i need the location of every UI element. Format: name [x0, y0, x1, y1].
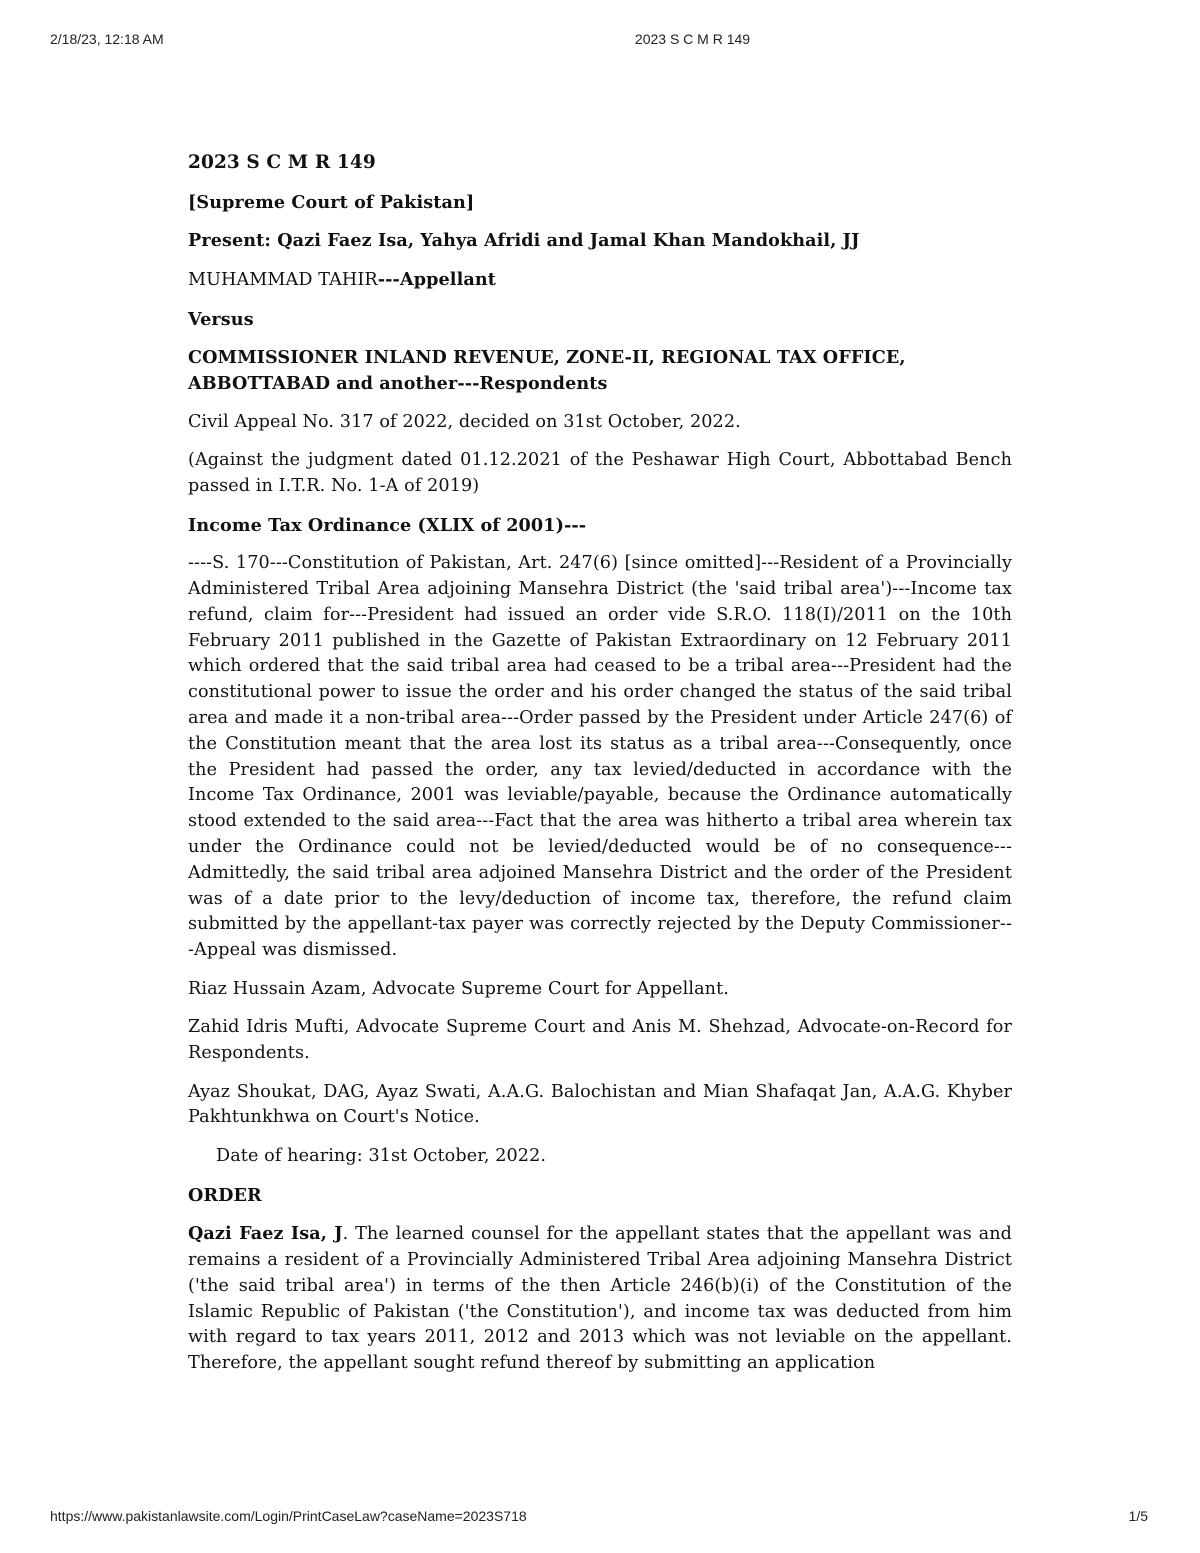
- page-number: 1/5: [1128, 1508, 1148, 1524]
- counsel-state: Ayaz Shoukat, DAG, Ayaz Swati, A.A.G. Balochistan and Mian Shafaqat Jan, A.A.G. Khyber Pakhtunkhwa on Court's Notice.: [188, 1081, 1012, 1128]
- order-heading: ORDER: [188, 1184, 262, 1206]
- print-footer: [0, 1508, 1200, 1528]
- counsel-appellant: Riaz Hussain Azam, Advocate Supreme Court for Appellant.: [188, 978, 729, 999]
- counsel-respondents: Zahid Idris Mufti, Advocate Supreme Court and Anis M. Shehzad, Advocate-on-Record for Respondents.: [188, 1017, 1012, 1064]
- print-datetime: 2/18/23, 12:18 AM: [50, 31, 164, 47]
- court-name: [Supreme Court of Pakistan]: [188, 191, 475, 213]
- statute-heading: Income Tax Ordinance (XLIX of 2001)---: [188, 514, 587, 536]
- print-title: 2023 S C M R 149: [634, 31, 751, 47]
- case-document: [188, 150, 1012, 1390]
- bench-present: Present: Qazi Faez Isa, Yahya Afridi and Jamal Khan Mandokhail, JJ: [188, 230, 860, 252]
- order-paragraph: [188, 1221, 1012, 1377]
- order-text: . The learned counsel for the appellant states that the appellant was and remains a resident of a Provincially Administered Tribal Area adjoining Mansehra District ('the said tribal area') in terms of the then Article 246(b)(i) of the Constitution of the Islamic Republic of Pakistan ('the Constitution'), and income tax was deducted from him with regard to tax years 2011, 2012 and 2013 which was not leviable on the appellant. Therefore, the appellant sought refund thereof by submitting an application: [188, 1224, 1012, 1374]
- source-url[interactable]: https://www.pakistanlawsite.com/Login/PrintCaseLaw?caseName=2023S718: [50, 1508, 527, 1524]
- respondents: COMMISSIONER INLAND REVENUE, ZONE-II, REGIONAL TAX OFFICE, ABBOTTABAD and another---Respondents: [188, 347, 906, 394]
- headnote: ----S. 170---Constitution of Pakistan, Art. 247(6) [since omitted]---Resident of a Provincially Administered Tribal Area adjoining Mansehra District (the 'said tribal area')---Income tax refund, claim for---President had issued an order vide S.R.O. 118(I)/2011 on the 10th February 2011 published in the Gazette of Pakistan Extraordinary on 12 February 2011 which ordered that the said tribal area had ceased to be a tribal area---President had the constitutional power to issue the order and his order changed the status of the said tribal area and made it a non-tribal area---Order passed by the President under Article 247(6) of the Constitution meant that the area lost its status as a tribal area---Consequently, once the President had passed the order, any tax levied/deducted in accordance with the Income Tax Ordinance, 2001 was leviable/payable, because the Ordinance automatically stood extended to the said area---Fact that the area was hitherto a tribal area wherein tax under the Ordinance could not be levied/deducted would be of no consequence---Admittedly, the said tribal area adjoined Mansehra District and the order of the President was of a date prior to the levy/deduction of income tax, therefore, the refund claim submitted by the appellant-tax payer was correctly rejected by the Deputy Commissioner---Appeal was dismissed.: [188, 553, 1012, 961]
- hearing-date: Date of hearing: 31st October, 2022.: [216, 1146, 547, 1167]
- appellant-line: [188, 267, 1012, 294]
- case-citation: 2023 S C M R 149: [188, 152, 376, 173]
- case-number: Civil Appeal No. 317 of 2022, decided on 31st October, 2022.: [188, 411, 741, 432]
- print-header: [0, 31, 1200, 51]
- appellant-label: ---Appellant: [377, 268, 496, 290]
- against-judgment: (Against the judgment dated 01.12.2021 of the Peshawar High Court, Abbottabad Bench passed in I.T.R. No. 1-A of 2019): [188, 450, 1012, 496]
- versus-label: Versus: [188, 308, 254, 330]
- order-judge: Qazi Faez Isa, J: [188, 1223, 343, 1245]
- appellant-name: MUHAMMAD TAHIR: [188, 269, 378, 290]
